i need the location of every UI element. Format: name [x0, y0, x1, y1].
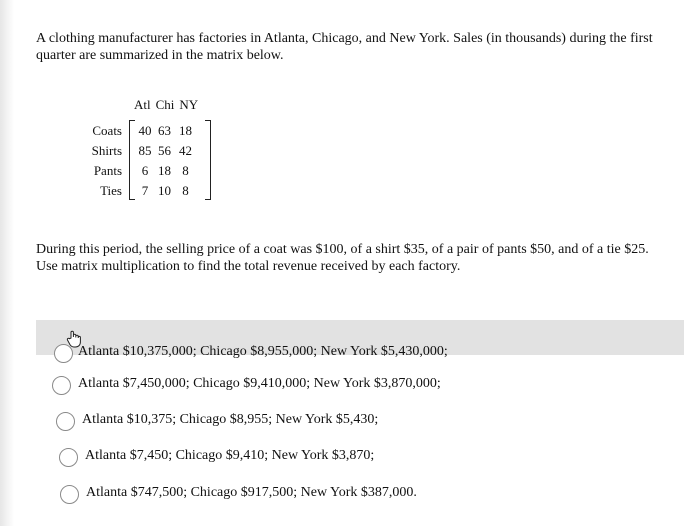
matrix-row-label: Ties: [100, 183, 122, 198]
matrix-cell: 6: [141, 163, 149, 178]
answer-choice-label: Atlanta $7,450,000; Chicago $9,410,000; New York $3,870,000;: [78, 376, 441, 391]
matrix-row-label: Coats: [92, 123, 122, 138]
matrix-left-bracket: [129, 120, 135, 200]
answer-choice-1[interactable]: [36, 320, 684, 359]
matrix-cell: 42: [179, 143, 192, 158]
answer-choice-3[interactable]: [0, 390, 700, 425]
answer-choices: [0, 320, 700, 500]
matrix-column-headers: [134, 97, 203, 113]
matrix-column-header: Atl: [134, 97, 151, 112]
matrix-column-header: NY: [179, 97, 199, 112]
answer-choice-5[interactable]: [0, 460, 700, 500]
answer-choice-label: Atlanta $7,450; Chicago $9,410; New York $3,870;: [85, 448, 375, 463]
matrix-cell: 85: [138, 143, 152, 158]
answer-choice-label: Atlanta $747,500; Chicago $917,500; New York $387,000.: [86, 485, 417, 500]
answer-choice-label: Atlanta $10,375; Chicago $8,955; New York $5,430;: [82, 412, 379, 427]
matrix-row-label: Shirts: [91, 143, 122, 158]
matrix-cell: 18: [158, 163, 171, 178]
matrix-cell: 56: [158, 143, 171, 158]
radio-button[interactable]: [60, 485, 79, 504]
matrix-cell: 10: [158, 183, 171, 198]
matrix-cell: 63: [158, 123, 171, 138]
question-prompt: During this period, the selling price of a coat was $100, of a shirt $35, of a pair of pants $50, and of a tie $25. Use matrix multiplication to find the total revenue received by each factory.: [36, 242, 649, 274]
matrix-cell: 40: [138, 123, 152, 138]
sales-matrix: [80, 96, 230, 206]
matrix-cells: [136, 121, 196, 201]
matrix-cell: 7: [141, 183, 149, 198]
matrix-column-header: Chi: [155, 97, 175, 112]
matrix-row: [136, 161, 196, 181]
answer-choice-2[interactable]: [0, 355, 700, 390]
matrix-cell: 18: [179, 123, 192, 138]
matrix-row-label: Pants: [93, 163, 122, 178]
matrix-cell: 8: [182, 163, 189, 178]
matrix-row-labels: [80, 121, 122, 201]
matrix-right-bracket: [205, 120, 211, 200]
answer-choice-label: Atlanta $10,375,000; Chicago $8,955,000; New York $5,430,000;: [78, 344, 448, 359]
matrix-row: [136, 121, 196, 141]
question-intro: A clothing manufacturer has factories in Atlanta, Chicago, and New York. Sales (in thousands) during the first quarter are summarized in the matrix below.: [36, 31, 653, 63]
matrix-cell: 8: [182, 183, 189, 198]
matrix-row: [136, 141, 196, 161]
matrix-row: [136, 181, 196, 201]
answer-choice-4[interactable]: [0, 425, 700, 463]
